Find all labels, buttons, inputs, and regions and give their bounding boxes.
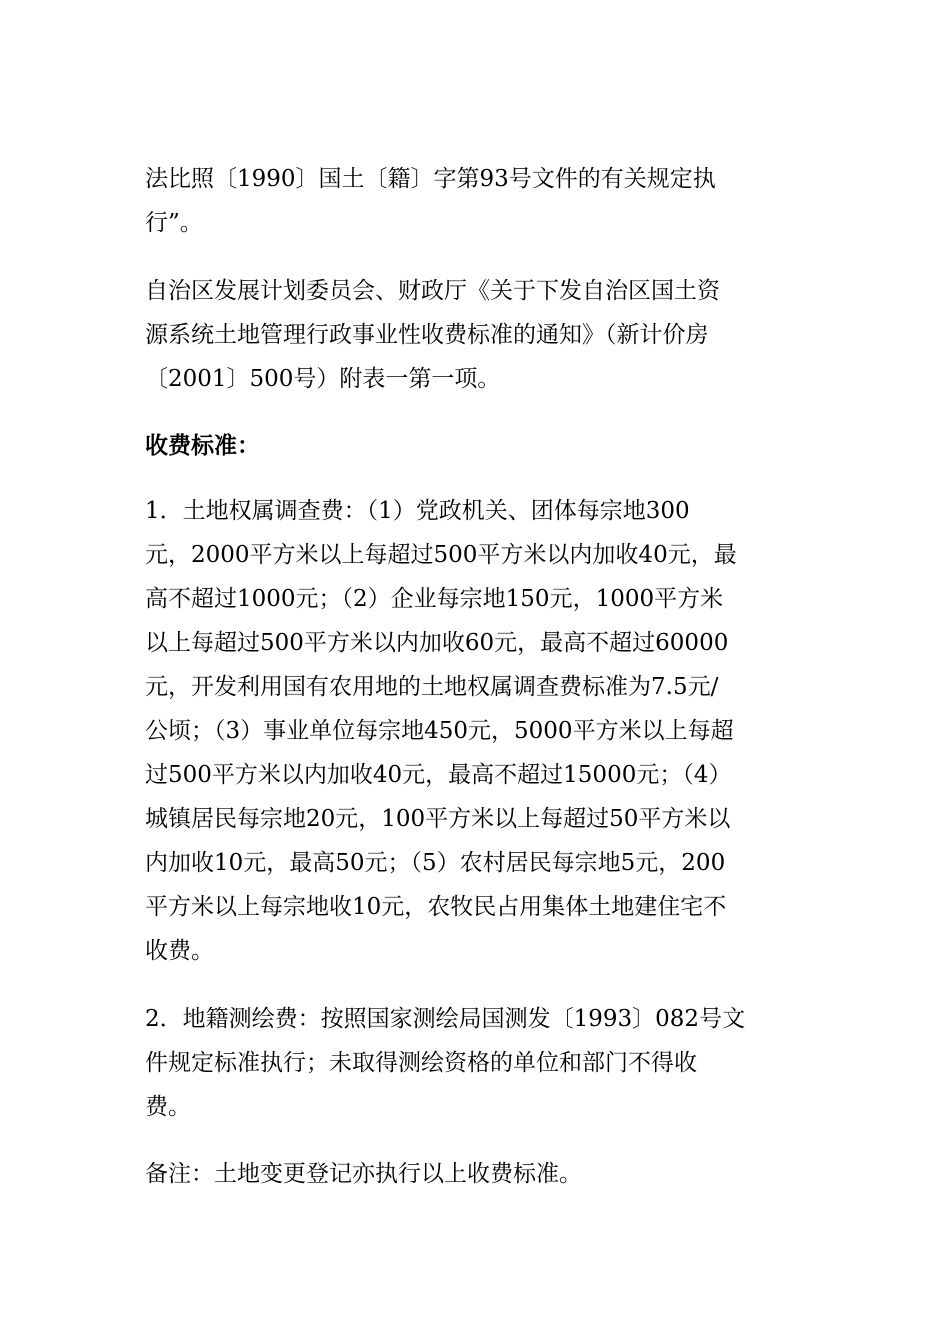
text-line: 〔2001〕500号）附表一第一项。: [145, 366, 501, 392]
text-line: 件规定标准执行；未取得测绘资格的单位和部门不得收: [145, 1050, 697, 1076]
text-line: 平方米以上每宗地收10元，农牧民占用集体土地建住宅不: [145, 894, 727, 920]
paragraph-legal-basis-continuation: [145, 157, 805, 245]
text-line: 城镇居民每宗地20元，100平方米以上每超过50平方米以: [145, 806, 731, 832]
text-line: 收费。: [145, 938, 214, 964]
text-line: 元，2000平方米以上每超过500平方米以内加收40元，最: [145, 542, 737, 568]
section-heading-fee-standards: [145, 424, 805, 468]
text-line: 元，开发利用国有农用地的土地权属调查费标准为7.5元/: [145, 674, 719, 700]
text-line: 法比照〔1990〕国土〔籍〕字第93号文件的有关规定执: [145, 166, 716, 192]
paragraph-notice-reference: [145, 269, 805, 401]
text-line: 内加收10元，最高50元；（5）农村居民每宗地5元，200: [145, 850, 726, 876]
paragraph-cadastral-survey-fee: [145, 997, 805, 1129]
text-line: 源系统土地管理行政事业性收费标准的通知》（新计价房: [145, 322, 709, 348]
text-line: 高不超过1000元；（2）企业每宗地150元，1000平方米: [145, 586, 724, 612]
text-line: 过500平方米以内加收40元，最高不超过15000元；（4）: [145, 762, 732, 788]
text-line: 2．地籍测绘费：按照国家测绘局国测发〔1993〕082号文: [145, 1006, 746, 1032]
text-line: 费。: [145, 1094, 191, 1120]
text-line: 1．土地权属调查费：（1）党政机关、团体每宗地300: [145, 498, 690, 524]
heading-text: 收费标准：: [145, 432, 260, 459]
text-line: 行”。: [145, 210, 203, 236]
text-line: 备注：土地变更登记亦执行以上收费标准。: [145, 1161, 582, 1187]
text-line: 公顷；（3）事业单位每宗地450元，5000平方米以上每超: [145, 718, 734, 744]
paragraph-remark: [145, 1152, 805, 1196]
text-line: 以上每超过500平方米以内加收60元，最高不超过60000: [145, 630, 729, 656]
paragraph-land-ownership-survey-fee: [145, 489, 805, 973]
text-line: 自治区发展计划委员会、财政厅《关于下发自治区国土资: [145, 278, 720, 304]
